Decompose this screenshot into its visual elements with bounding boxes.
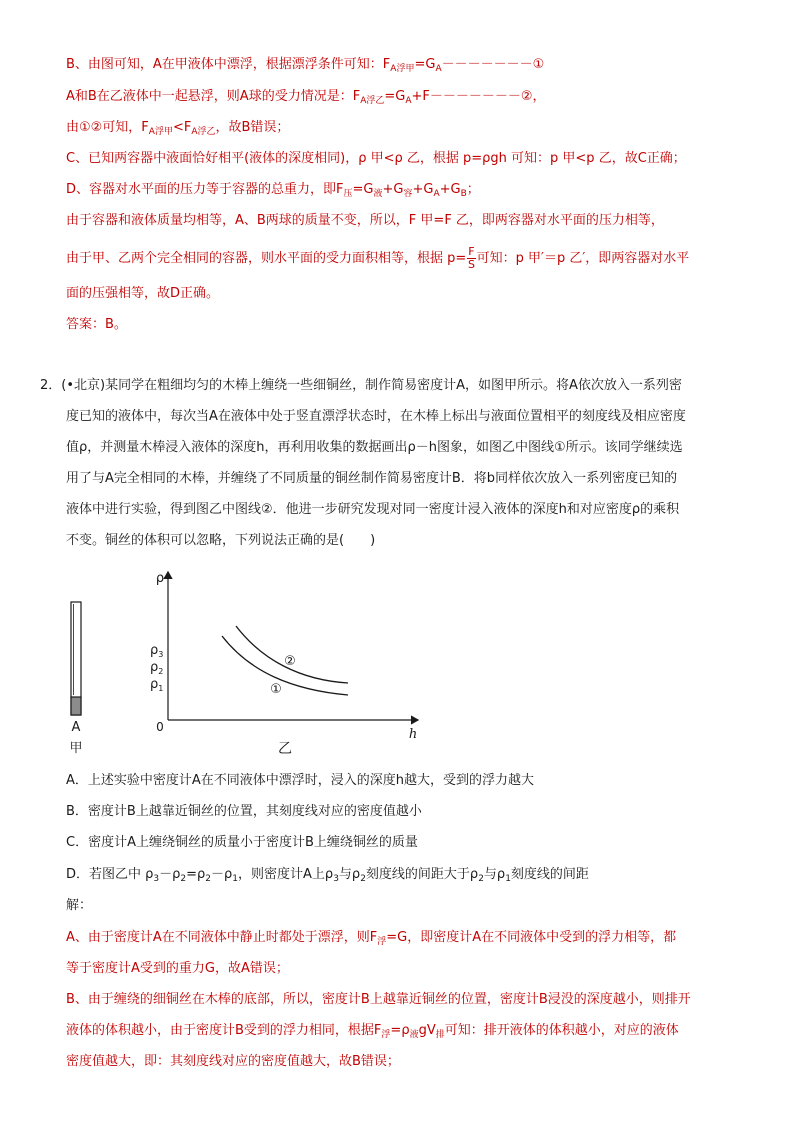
stick-label: A bbox=[71, 720, 81, 735]
question-2-line-4: 用了与A完全相同的木棒，并缠绕了不同质量的铜丝制作简易密度计B．将b同样依次放入一系列密度已知的 bbox=[66, 471, 678, 486]
solution-b-line-1: B、由于缠绕的细铜丝在木棒的底部，所以，密度计B上越靠近铜丝的位置，密度计B浸没的深度越小，则排开 bbox=[66, 992, 691, 1007]
solution-line-mass: 由于容器和液体质量均相等，A、B两球的质量不变，所以，F 甲=F 乙，即两容器对水平面的压力相等， bbox=[66, 213, 664, 228]
question-2-line-5: 液体中进行实验，得到图乙中图线②．他进一步研究发现对同一密度计浸入液体的深度h和对应密度ρ的乘积 bbox=[66, 502, 680, 517]
solution-line-b-float: B、由图可知，A在甲液体中漂浮，根据漂浮条件可知：$F_{A浮甲}=G_A-------①$ bbox=[66, 57, 545, 74]
option-b: B．密度计B上越靠近铜丝的位置，其刻度线对应的密度值越小 bbox=[66, 804, 422, 819]
question-2-line-1: 2．(•北京)某同学在粗细均匀的木棒上缠绕一些细铜丝，制作简易密度计A，如图甲所示。将A依次放入一系列密 bbox=[40, 378, 682, 393]
option-a: A．上述实验中密度计A在不同液体中漂浮时，浸入的深度h越大，受到的浮力越大 bbox=[66, 773, 535, 788]
solution-line-area: 由于甲、乙两个完全相同的容器，则水平面的受力面积相等，根据 p= $\frac{F}{S}$ 可知：p 甲′＝p 乙′，即两容器对水平 bbox=[66, 245, 690, 271]
solution-b-line-2: 液体的体积越小，由于密度计B受到的浮力相同，根据$F_浮=\rho_液gV_排$可知：排开液体的体积越小，对应的液体 bbox=[66, 1023, 679, 1040]
density-figure bbox=[0, 560, 794, 760]
pressure-fraction: $\frac{F}{S}$ bbox=[467, 245, 475, 271]
solution-line-c: C、已知两容器中液面恰好相平(液体的深度相同)，ρ 甲<ρ 乙，根据 p=ρgh 可知：p 甲<p 乙，故C正确； bbox=[66, 151, 686, 166]
solution-line-ab-suspend: A和B在乙液体中一起悬浮，则A球的受力情况是：$F_{A浮乙}=G_A+F-------②$， bbox=[66, 89, 546, 106]
solution-line-d: D、容器对水平面的压力等于容器的总重力，即$F_压=G_液+G_容+G_A+G_B$； bbox=[66, 182, 480, 199]
solution-line-area-cont: 面的压强相等，故D正确。 bbox=[66, 286, 220, 301]
curve-2-label: ② bbox=[284, 654, 296, 669]
y-tick-rho2: $\rho_2$ bbox=[150, 660, 164, 676]
origin-label: 0 bbox=[156, 720, 164, 734]
solution-line-from-12: 由①②可知，$F_{A浮甲}<F_{A浮乙}$，故B错误； bbox=[66, 120, 290, 137]
question-2-line-3: 值ρ，并测量木棒浸入液体的深度h，再利用收集的数据画出ρ－h图象，如图乙中图线①所示。该同学继续选 bbox=[66, 440, 683, 455]
solution-label: 解： bbox=[66, 898, 93, 913]
option-d: D．若图乙中 $\rho_3-\rho_2=\rho_2-\rho_1$，则密度计A上$\rho_3$与$\rho_2$刻度线的间距大于$\rho_2$与$\rho_1$刻度线的间距 bbox=[66, 867, 589, 884]
solution-a-line-2: 等于密度计A受到的重力G，故A错误； bbox=[66, 961, 289, 976]
x-axis-label: h bbox=[408, 727, 418, 742]
solution-b-line-3: 密度值越大，即：其刻度线对应的密度值越大，故B错误； bbox=[66, 1054, 400, 1069]
question-2-line-2: 度已知的液体中，每次当A在液体中处于竖直漂浮状态时，在木棒上标出与液面位置相平的刻度线及相应密度 bbox=[66, 409, 686, 424]
answer-line: 答案：B。 bbox=[66, 317, 127, 332]
curve-1-label: ① bbox=[270, 682, 282, 697]
chart-caption: 乙 bbox=[278, 741, 292, 757]
option-c: C．密度计A上缠绕铜丝的质量小于密度计B上缠绕铜丝的质量 bbox=[66, 835, 418, 850]
solution-a-line-1: A、由于密度计A在不同液体中静止时都处于漂浮，则$F_浮=G$，即密度计A在不同液体中受到的浮力相等，都 bbox=[66, 930, 677, 947]
stick-caption: 甲 bbox=[69, 741, 83, 756]
question-2-line-6: 不变。铜丝的体积可以忽略，下列说法正确的是( ) bbox=[66, 533, 376, 548]
copper-wire-coil bbox=[71, 697, 81, 715]
y-axis-label: ρ bbox=[155, 571, 165, 586]
y-tick-rho3: $\rho_3$ bbox=[150, 643, 164, 659]
y-tick-rho1: $\rho_1$ bbox=[150, 677, 164, 693]
